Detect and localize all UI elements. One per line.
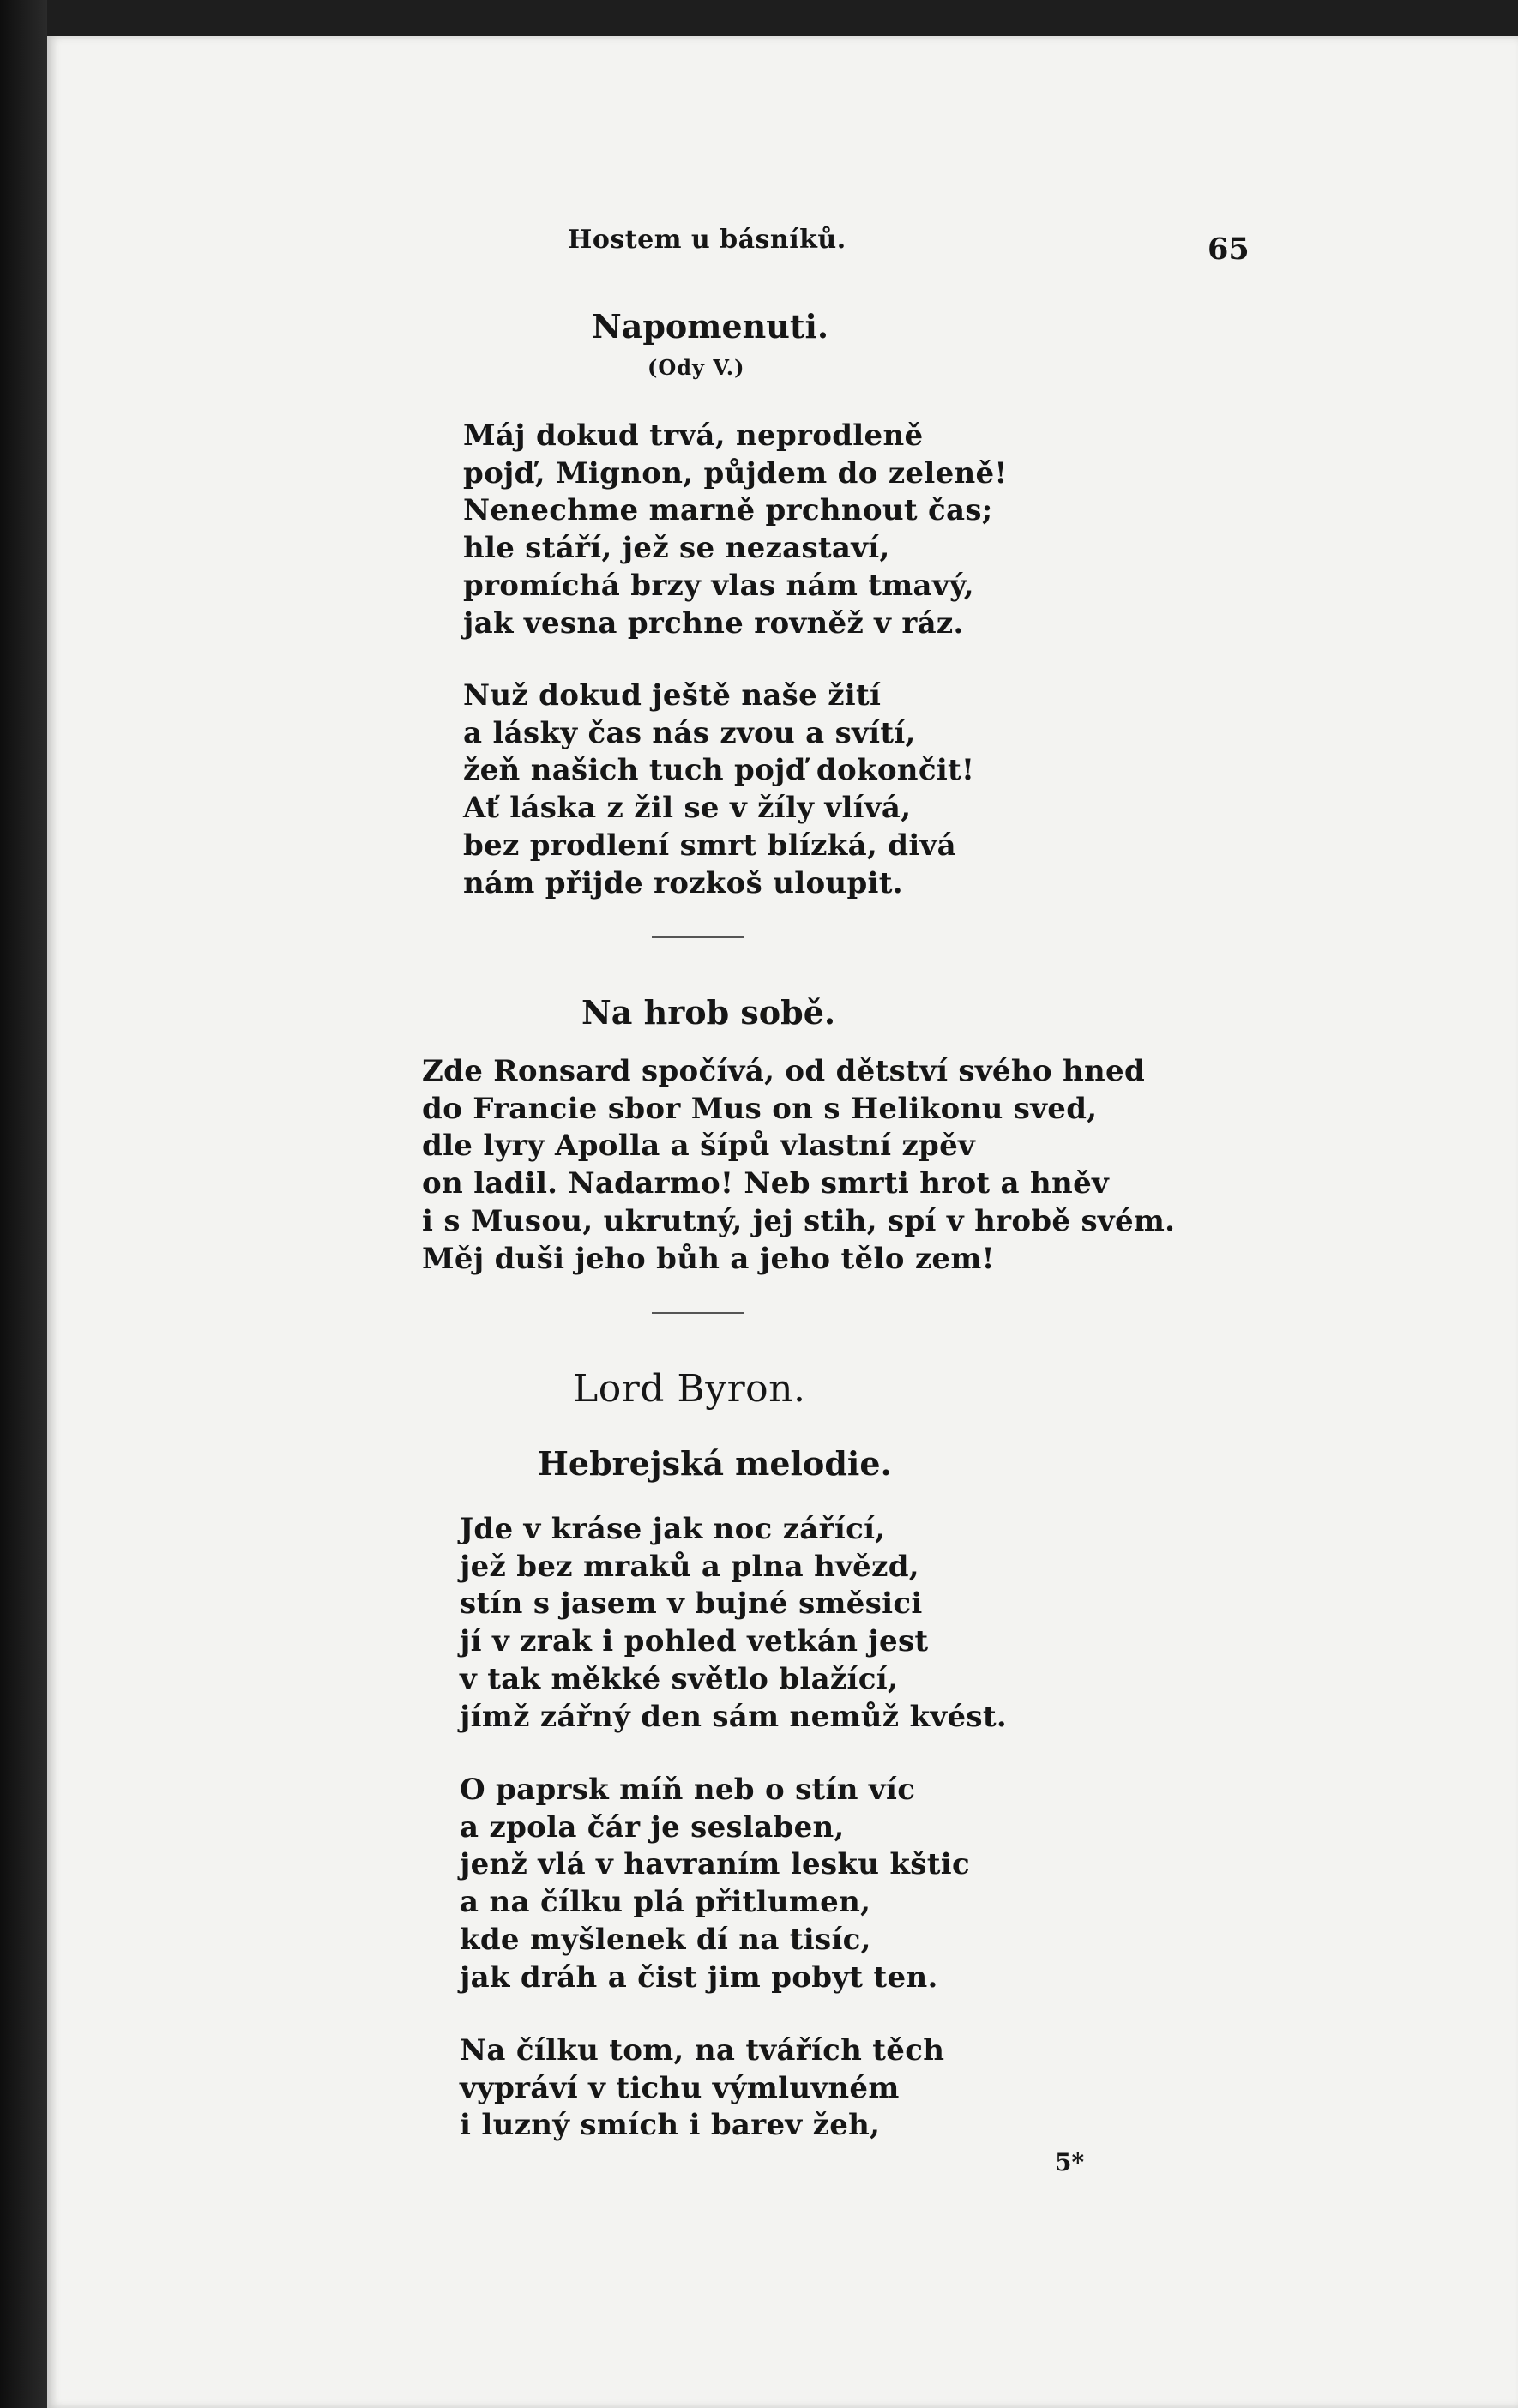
verse-line: stín s jasem v bujné směsici (460, 1586, 923, 1622)
stanza (463, 418, 1008, 642)
verse-line: Máj dokud trvá, neprodleně (463, 418, 924, 453)
verse-line: jímž zářný den sám nemůž kvést. (460, 1699, 1007, 1734)
running-head: Hostem u básníků. (568, 225, 846, 255)
stanza (460, 2032, 944, 2145)
page-number: 65 (1208, 232, 1250, 267)
verse-line: i luzný smích i barev žeh, (460, 2108, 881, 2143)
verse-line: žeň našich tuch pojď dokončit! (463, 753, 975, 788)
poem-title-napomenuti: Napomenuti. (592, 307, 829, 346)
section-divider (652, 1312, 744, 1314)
section-divider (652, 936, 744, 938)
verse-line: kde myšlenek dí na tisíc, (460, 1922, 871, 1957)
verse-line: jí v zrak i pohled vetkán jest (460, 1624, 929, 1659)
stanza (422, 1053, 1175, 1278)
author-heading: Lord Byron. (573, 1367, 806, 1411)
verse-line: Ať láska z žil se v žíly vlívá, (463, 791, 912, 826)
verse-line: a lásky čas nás zvou a svítí, (463, 715, 916, 750)
verse-line: nám přijde rozkoš uloupit. (463, 865, 903, 900)
verse-line: Měj duši jeho bůh a jeho tělo zem! (422, 1241, 995, 1276)
poem-title-na-hrob-sobe: Na hrob sobě. (581, 993, 836, 1032)
verse-line: dle lyry Apolla a šípů vlastní zpěv (422, 1129, 976, 1164)
verse-line: bez prodlení smrt blízká, divá (463, 828, 956, 863)
verse-line: Jde v kráse jak noc zářící, (460, 1512, 886, 1546)
verse-line: O paprsk míň neb o stín víc (460, 1773, 916, 1807)
verse-line: Na čílku tom, na tvářích těch (460, 2033, 945, 2068)
binding-shadow (0, 0, 47, 2408)
verse-line: jak dráh a čist jim pobyt ten. (460, 1960, 938, 1995)
stanza (463, 677, 974, 902)
poem-subtitle-ody: (Ody V.) (648, 355, 745, 380)
verse-line: hle stáří, jež se nezastaví, (463, 531, 890, 566)
verse-line: Zde Ronsard spočívá, od dětství svého hned (422, 1054, 1146, 1088)
verse-line: Nenechme marně prchnout čas; (463, 493, 993, 528)
verse-line: on ladil. Nadarmo! Neb smrti hrot a hněv (422, 1166, 1110, 1201)
verse-line: a na čílku plá přitlumen, (460, 1885, 871, 1920)
verse-line: jak vesna prchne rovněž v ráz. (463, 605, 964, 641)
poem-title-hebrejska-melodie: Hebrejská melodie. (538, 1444, 892, 1483)
verse-line: v tak měkké světlo blažící, (460, 1661, 899, 1696)
verse-line: pojď, Mignon, půjdem do zeleně! (463, 455, 1008, 491)
verse-line: promíchá brzy vlas nám tmavý, (463, 568, 974, 603)
verse-line: vypráví v tichu výmluvném (460, 2070, 900, 2105)
verse-line: jenž vlá v havraním lesku kštic (460, 1847, 970, 1882)
verse-line: jež bez mraků a plna hvězd, (460, 1549, 919, 1584)
verse-line: do Francie sbor Mus on s Helikonu sved, (422, 1091, 1098, 1126)
verse-line: a zpola čár je seslaben, (460, 1809, 845, 1845)
verse-line: Nuž dokud ještě naše žití (463, 678, 882, 713)
stanza (460, 1772, 970, 1996)
verse-line: i s Musou, ukrutný, jej stih, spí v hrobě svém. (422, 1203, 1176, 1238)
printer-signature-mark: 5* (1055, 2148, 1085, 2176)
stanza (460, 1511, 1007, 1736)
